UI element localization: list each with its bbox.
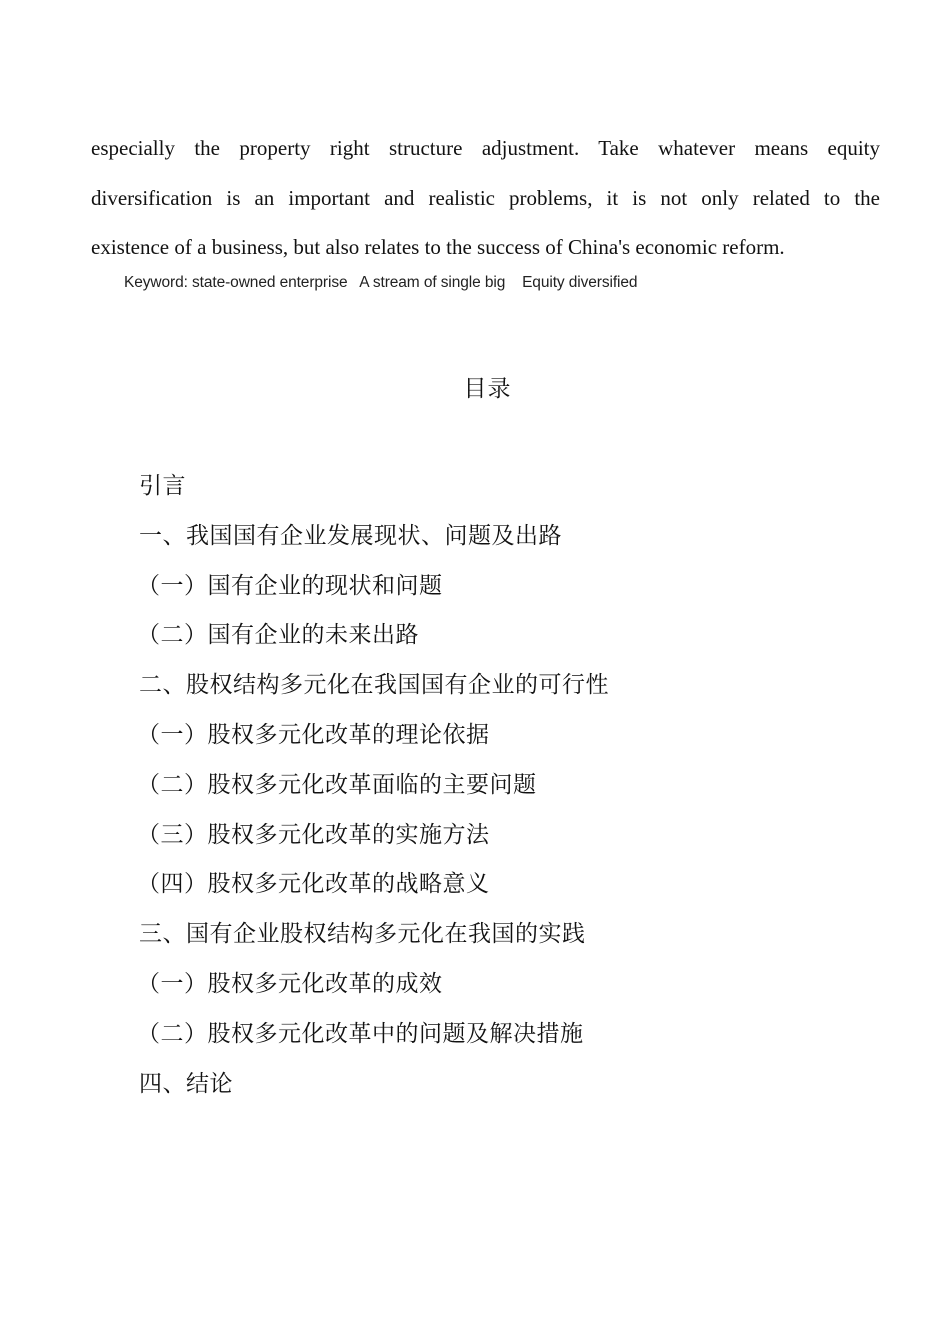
toc-item-section-3-1[interactable]: （一）股权多元化改革的成效 <box>137 970 443 997</box>
keywords-line: Keyword: state-owned enterprise A stream of single big Equity diversified <box>124 274 638 291</box>
table-of-contents <box>139 468 609 1115</box>
abstract-line: diversification is an important and realistic problems, it is not only related to the <box>91 185 880 210</box>
toc-item-section-2-4[interactable]: （四）股权多元化改革的战略意义 <box>137 871 490 898</box>
toc-item-section-1-2[interactable]: （二）国有企业的未来出路 <box>137 622 419 649</box>
abstract-line: existence of a business, but also relates to the success of China's economic reform. <box>91 235 785 259</box>
toc-item-conclusion[interactable]: 四、结论 <box>139 1070 233 1097</box>
toc-item-section-3-2[interactable]: （二）股权多元化改革中的问题及解决措施 <box>137 1020 584 1047</box>
toc-item-section-2-2[interactable]: （二）股权多元化改革面临的主要问题 <box>137 771 537 798</box>
toc-item-chapter-1[interactable]: 一、我国国有企业发展现状、问题及出路 <box>139 522 562 549</box>
toc-item-section-2-3[interactable]: （三）股权多元化改革的实施方法 <box>137 821 490 848</box>
toc-item-section-1-1[interactable]: （一）国有企业的现状和问题 <box>137 572 443 599</box>
toc-item-chapter-2[interactable]: 二、股权结构多元化在我国国有企业的可行性 <box>139 672 609 699</box>
abstract-paragraph <box>91 124 880 273</box>
toc-title: 目录 <box>463 376 512 402</box>
toc-item-section-2-1[interactable]: （一）股权多元化改革的理论依据 <box>137 721 490 748</box>
abstract-line: especially the property right structure adjustment. Take whatever means equity <box>91 136 880 160</box>
toc-item-chapter-3[interactable]: 三、国有企业股权结构多元化在我国的实践 <box>139 921 586 948</box>
toc-item-intro[interactable]: 引言 <box>139 473 186 499</box>
